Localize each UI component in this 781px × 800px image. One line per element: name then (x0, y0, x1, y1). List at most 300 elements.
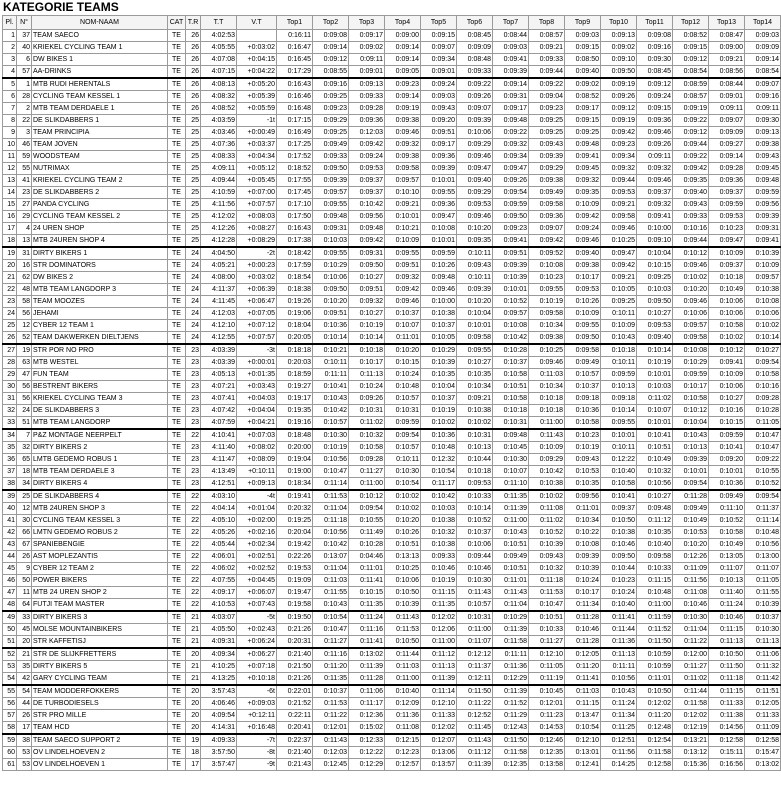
cell-number: 4 (17, 223, 32, 235)
cell-top3: 0:10:18 (349, 344, 385, 357)
cell-top12: 0:13:21 (673, 734, 709, 747)
cell-category: TE (168, 478, 186, 491)
cell-gap: +0:07:18 (237, 661, 277, 673)
cell-top2: 0:10:21 (313, 344, 349, 357)
cell-top4: 0:09:19 (385, 103, 421, 115)
cell-top8: 0:10:51 (529, 611, 565, 624)
cell-top6: 0:11:00 (457, 624, 493, 636)
cell-name: CYBER 12 TEAM 1 (32, 320, 168, 332)
cell-number: 44 (17, 698, 32, 710)
cell-total-time: 4:09:33 (201, 734, 237, 747)
cell-number: 48 (17, 284, 32, 296)
cell-category: TE (168, 308, 186, 320)
cell-top10: 0:09:13 (601, 30, 637, 42)
cell-top4: 0:09:42 (385, 284, 421, 296)
cell-top3: 0:09:24 (349, 151, 385, 163)
cell-top9: 0:11:20 (565, 661, 601, 673)
cell-top11: 0:10:50 (637, 685, 673, 698)
cell-top12: 0:08:59 (673, 78, 709, 91)
cell-number: 23 (17, 187, 32, 199)
cell-top1: 0:18:42 (277, 247, 313, 260)
cell-top13: 0:10:18 (709, 272, 745, 284)
cell-gap: +0:07:12 (237, 320, 277, 332)
cell-top11: 0:09:58 (637, 551, 673, 563)
cell-top9: 0:11:41 (565, 673, 601, 686)
cell-top11: 0:09:50 (637, 296, 673, 308)
cell-top10: 0:10:24 (601, 587, 637, 599)
cell-top8: 0:08:57 (529, 30, 565, 42)
cell-top1: 0:20:32 (277, 503, 313, 515)
cell-laps: 26 (186, 42, 201, 54)
cell-gap: -6t (237, 685, 277, 698)
cell-laps: 22 (186, 563, 201, 575)
cell-top12: 0:09:46 (673, 296, 709, 308)
cell-category: TE (168, 235, 186, 248)
cell-top5: 0:09:01 (421, 66, 457, 79)
cell-top11: 0:09:32 (637, 163, 673, 175)
cell-top13: 0:09:01 (709, 91, 745, 103)
cell-top6: 0:10:46 (457, 563, 493, 575)
cell-laps: 20 (186, 685, 201, 698)
cell-top2: 0:09:49 (313, 139, 349, 151)
cell-name: LMTB GEDEMO ROBUS 1 (32, 454, 168, 466)
cell-category: TE (168, 272, 186, 284)
cell-top13: 0:09:07 (709, 115, 745, 127)
cell-gap: -1t (237, 115, 277, 127)
cell-top6: 0:09:40 (457, 175, 493, 187)
cell-top10: 0:09:19 (601, 115, 637, 127)
cell-top6: 0:09:46 (457, 211, 493, 223)
cell-number: 56 (17, 381, 32, 393)
cell-top10: 0:09:46 (601, 223, 637, 235)
table-row (3, 187, 781, 199)
cell-top2: 0:10:19 (313, 442, 349, 454)
cell-name: MTB 24 UREN SHOP 2 (32, 587, 168, 599)
cell-top6: 0:11:45 (457, 722, 493, 735)
cell-top7: 0:09:39 (493, 260, 529, 272)
cell-category: TE (168, 734, 186, 747)
column-header-top6: Top6 (457, 16, 493, 30)
cell-top8: 0:10:42 (529, 466, 565, 478)
cell-number: 24 (17, 405, 32, 417)
cell-name: OV LINDELHOEVEN 2 (32, 747, 168, 759)
cell-gap: +0:00:23 (237, 260, 277, 272)
cell-category: TE (168, 673, 186, 686)
cell-top13: 0:11:07 (709, 563, 745, 575)
cell-total-time: 4:07:41 (201, 393, 237, 405)
cell-top1: 0:21:50 (277, 661, 313, 673)
cell-top2: 0:11:18 (313, 515, 349, 527)
table-row (3, 78, 781, 91)
cell-top11: 0:11:58 (637, 747, 673, 759)
cell-top10: 0:10:46 (601, 539, 637, 551)
cell-top11: 0:11:50 (637, 636, 673, 649)
cell-top10: 0:10:56 (601, 673, 637, 686)
table-row (3, 503, 781, 515)
cell-gap: +0:07:43 (237, 599, 277, 612)
cell-top2: 0:11:11 (313, 369, 349, 381)
cell-top4: 0:09:57 (385, 175, 421, 187)
cell-top3: 0:11:06 (349, 685, 385, 698)
cell-top11: 0:11:00 (637, 599, 673, 612)
cell-top9: 0:11:01 (565, 503, 601, 515)
cell-top1: 0:19:04 (277, 454, 313, 466)
cell-number: 28 (17, 91, 32, 103)
cell-top14: 0:10:38 (745, 284, 781, 296)
cell-top14: 0:09:22 (745, 454, 781, 466)
cell-gap: +0:06:24 (237, 636, 277, 649)
cell-top9: 0:10:37 (565, 381, 601, 393)
cell-top8: 0:09:21 (529, 42, 565, 54)
cell-top1: 0:19:27 (277, 381, 313, 393)
cell-top8: 0:09:43 (529, 139, 565, 151)
cell-top13: 0:12:58 (709, 734, 745, 747)
cell-top1: 0:17:50 (277, 211, 313, 223)
cell-top3: 0:11:17 (349, 698, 385, 710)
cell-laps: 26 (186, 78, 201, 91)
cell-top6: 0:10:14 (457, 503, 493, 515)
cell-top2: 0:09:50 (313, 284, 349, 296)
cell-top3: 0:10:28 (349, 539, 385, 551)
cell-top3: 0:11:02 (349, 417, 385, 430)
cell-category: TE (168, 515, 186, 527)
cell-top13: 0:11:24 (709, 599, 745, 612)
table-row (3, 611, 781, 624)
cell-top6: 0:09:29 (457, 187, 493, 199)
cell-total-time: 4:04:14 (201, 503, 237, 515)
cell-top6: 0:10:06 (457, 539, 493, 551)
cell-top11: 0:10:00 (637, 223, 673, 235)
cell-top7: 0:11:36 (493, 661, 529, 673)
cell-laps: 17 (186, 759, 201, 771)
cell-top2: 0:10:42 (313, 405, 349, 417)
table-row (3, 30, 781, 42)
cell-top8: 0:12:01 (529, 698, 565, 710)
cell-top13: 0:10:27 (709, 393, 745, 405)
cell-laps: 25 (186, 115, 201, 127)
cell-top7: 0:10:01 (493, 284, 529, 296)
cell-name: CYCLING TEAM KESSEL 2 (32, 211, 168, 223)
cell-top2: 0:09:16 (313, 78, 349, 91)
cell-number: 13 (17, 235, 32, 248)
cell-top6: 0:11:39 (457, 759, 493, 771)
cell-laps: 23 (186, 393, 201, 405)
cell-top4: 0:10:50 (385, 587, 421, 599)
cell-top13: 0:10:12 (709, 344, 745, 357)
cell-place: 31 (3, 393, 17, 405)
cell-top2: 0:09:23 (313, 103, 349, 115)
cell-top13: 0:10:02 (709, 332, 745, 345)
cell-top3: 0:09:33 (349, 91, 385, 103)
cell-number: 29 (17, 211, 32, 223)
cell-laps: 26 (186, 91, 201, 103)
cell-category: TE (168, 320, 186, 332)
cell-top3: 0:09:28 (349, 454, 385, 466)
cell-top3: 0:12:29 (349, 759, 385, 771)
cell-top1: 0:18:59 (277, 369, 313, 381)
cell-top13: 0:09:11 (709, 103, 745, 115)
cell-number: 3 (17, 127, 32, 139)
cell-top4: 0:09:05 (385, 66, 421, 79)
cell-laps: 22 (186, 429, 201, 442)
table-row (3, 369, 781, 381)
cell-top4: 0:12:23 (385, 747, 421, 759)
cell-gap: +0:10:18 (237, 673, 277, 686)
cell-name: PANDA CYCLING (32, 199, 168, 211)
cell-top3: 0:11:24 (349, 611, 385, 624)
cell-top6: 0:10:27 (457, 357, 493, 369)
cell-top11: 0:09:53 (637, 320, 673, 332)
cell-top1: 0:21:26 (277, 673, 313, 686)
cell-top6: 0:09:22 (457, 78, 493, 91)
cell-top11: 0:08:45 (637, 66, 673, 79)
cell-top12: 0:11:09 (673, 563, 709, 575)
cell-top5: 0:11:39 (421, 673, 457, 686)
cell-top12: 0:10:04 (673, 417, 709, 430)
cell-number: 7 (17, 429, 32, 442)
cell-top5: 0:09:33 (421, 551, 457, 563)
cell-top14: 0:09:14 (745, 54, 781, 66)
cell-top8: 0:09:25 (529, 115, 565, 127)
cell-top14: 0:09:45 (745, 163, 781, 175)
cell-top2: 0:10:41 (313, 381, 349, 393)
cell-top1: 0:19:42 (277, 539, 313, 551)
cell-laps: 23 (186, 417, 201, 430)
cell-laps: 22 (186, 599, 201, 612)
cell-top1: 0:16:47 (277, 42, 313, 54)
cell-top2: 0:11:53 (313, 490, 349, 503)
cell-top9: 0:11:34 (565, 599, 601, 612)
cell-top6: 0:10:35 (457, 369, 493, 381)
cell-top7: 0:11:43 (493, 587, 529, 599)
cell-name: MTB 24UREN SHOP 4 (32, 235, 168, 248)
cell-top11: 0:09:25 (637, 272, 673, 284)
cell-top7: 0:09:59 (493, 199, 529, 211)
cell-top10: 0:10:23 (601, 575, 637, 587)
cell-top11: 0:11:02 (637, 393, 673, 405)
cell-top3: 0:09:50 (349, 260, 385, 272)
cell-top12: 0:10:02 (673, 272, 709, 284)
cell-top11: 0:10:03 (637, 381, 673, 393)
table-row (3, 211, 781, 223)
column-header-top1: Top1 (277, 16, 313, 30)
cell-category: TE (168, 211, 186, 223)
cell-name: MTB WESTEL (32, 357, 168, 369)
cell-top11: 0:10:48 (637, 587, 673, 599)
cell-top13: 0:10:58 (709, 527, 745, 539)
cell-top6: 0:09:33 (457, 66, 493, 79)
cell-top8: 0:10:33 (529, 624, 565, 636)
cell-number: 63 (17, 357, 32, 369)
cell-top12: 0:09:42 (673, 163, 709, 175)
cell-top7: 0:11:52 (493, 698, 529, 710)
cell-top2: 0:10:47 (313, 624, 349, 636)
cell-category: TE (168, 405, 186, 417)
cell-top4: 0:11:03 (385, 661, 421, 673)
cell-number: 26 (17, 551, 32, 563)
cell-top12: 0:08:54 (673, 66, 709, 79)
cell-number: 17 (17, 722, 32, 735)
cell-name: DE TURBODIESELS (32, 698, 168, 710)
cell-top9: 0:10:57 (565, 369, 601, 381)
cell-top14: 0:10:30 (745, 624, 781, 636)
cell-number: 66 (17, 527, 32, 539)
cell-top8: 0:09:46 (529, 357, 565, 369)
column-header-top11: Top11 (637, 16, 673, 30)
cell-top10: 0:09:34 (601, 151, 637, 163)
cell-top8: 0:10:19 (529, 296, 565, 308)
cell-top12: 0:09:49 (673, 503, 709, 515)
cell-top11: 0:09:08 (637, 30, 673, 42)
cell-top8: 0:09:43 (529, 551, 565, 563)
cell-name: TEAM MODDERFOKKERS (32, 685, 168, 698)
column-header-total-time: T.T (201, 16, 237, 30)
cell-top13: 0:08:44 (709, 78, 745, 91)
cell-total-time: 4:07:55 (201, 575, 237, 587)
cell-top3: 0:11:13 (349, 369, 385, 381)
cell-top9: 0:09:39 (565, 551, 601, 563)
cell-category: TE (168, 151, 186, 163)
cell-top5: 0:10:19 (421, 405, 457, 417)
cell-gap: +0:04:34 (237, 151, 277, 163)
cell-top10: 0:11:11 (601, 661, 637, 673)
cell-top10: 0:11:34 (601, 710, 637, 722)
cell-top14: 0:10:47 (745, 442, 781, 454)
cell-total-time: 4:12:03 (201, 308, 237, 320)
cell-top7: 0:10:37 (493, 357, 529, 369)
cell-top2: 0:09:57 (313, 187, 349, 199)
cell-top6: 0:09:26 (457, 91, 493, 103)
table-row (3, 296, 781, 308)
cell-top2: 0:11:27 (313, 636, 349, 649)
table-row (3, 151, 781, 163)
cell-top5: 0:10:19 (421, 575, 457, 587)
cell-category: TE (168, 393, 186, 405)
cell-total-time: 4:04:50 (201, 247, 237, 260)
cell-top8: 0:09:44 (529, 66, 565, 79)
cell-gap: +0:06:07 (237, 587, 277, 599)
cell-top8: 0:11:00 (529, 417, 565, 430)
cell-top3: 0:09:56 (349, 211, 385, 223)
cell-top5: 0:09:43 (421, 103, 457, 115)
cell-top3: 0:09:17 (349, 30, 385, 42)
cell-top9: 0:10:24 (565, 575, 601, 587)
cell-name: GARY CYCLING TEAM (32, 673, 168, 686)
cell-top4: 0:10:48 (385, 381, 421, 393)
cell-top9: 0:09:25 (565, 127, 601, 139)
cell-top12: 0:09:44 (673, 235, 709, 248)
cell-gap: -2t (237, 247, 277, 260)
cell-top6: 0:09:53 (457, 478, 493, 491)
cell-number: 16 (17, 260, 32, 272)
cell-top9: 0:11:28 (565, 611, 601, 624)
cell-top5: 0:10:02 (421, 417, 457, 430)
cell-category: TE (168, 685, 186, 698)
cell-total-time: 4:08:32 (201, 91, 237, 103)
cell-top14: 0:11:14 (745, 515, 781, 527)
cell-top8: 0:13:58 (529, 759, 565, 771)
cell-total-time: 4:03:10 (201, 490, 237, 503)
cell-top10: 0:10:05 (601, 284, 637, 296)
cell-top5: 0:13:57 (421, 759, 457, 771)
cell-place: 4 (3, 66, 17, 79)
cell-top10: 0:09:44 (601, 175, 637, 187)
cell-gap: +0:05:12 (237, 163, 277, 175)
table-row (3, 223, 781, 235)
cell-place: 30 (3, 381, 17, 393)
cell-top2: 0:10:29 (313, 260, 349, 272)
cell-top10: 0:10:18 (601, 344, 637, 357)
cell-top10: 0:09:32 (601, 163, 637, 175)
cell-top3: 0:10:24 (349, 381, 385, 393)
cell-top4: 0:11:53 (385, 624, 421, 636)
cell-number: 25 (17, 490, 32, 503)
cell-top12: 0:09:59 (673, 369, 709, 381)
cell-place: 17 (3, 223, 17, 235)
cell-top1: 0:17:52 (277, 151, 313, 163)
cell-top4: 0:09:58 (385, 163, 421, 175)
cell-top6: 0:09:43 (457, 260, 493, 272)
cell-top13: 0:10:23 (709, 223, 745, 235)
cell-top5: 0:10:54 (421, 466, 457, 478)
cell-top2: 0:11:04 (313, 503, 349, 515)
cell-top5: 0:09:39 (421, 163, 457, 175)
table-row (3, 405, 781, 417)
cell-top9: 0:09:50 (565, 332, 601, 345)
cell-gap: +0:04:15 (237, 54, 277, 66)
cell-top9: 0:13:47 (565, 710, 601, 722)
cell-place: 47 (3, 587, 17, 599)
cell-top8: 0:10:08 (529, 260, 565, 272)
table-row (3, 247, 781, 260)
cell-top10: 0:11:56 (601, 747, 637, 759)
cell-top8: 0:09:36 (529, 211, 565, 223)
cell-total-time: 4:05:26 (201, 527, 237, 539)
cell-top10: 0:09:25 (601, 296, 637, 308)
cell-top11: 0:10:07 (637, 405, 673, 417)
cell-top2: 0:10:06 (313, 272, 349, 284)
cell-total-time: 4:03:46 (201, 127, 237, 139)
column-header-number: N° (17, 16, 32, 30)
cell-category: TE (168, 454, 186, 466)
cell-number: 58 (17, 296, 32, 308)
cell-top13: 0:10:06 (709, 308, 745, 320)
cell-name: SPANIEBENGIE (32, 539, 168, 551)
cell-top8: 0:09:22 (529, 78, 565, 91)
cell-top8: 0:10:45 (529, 685, 565, 698)
cell-top8: 0:10:18 (529, 393, 565, 405)
cell-top14: 0:09:16 (745, 91, 781, 103)
cell-top13: 0:10:49 (709, 539, 745, 551)
cell-name: TEAM SAECO SUPPORT 2 (32, 734, 168, 747)
cell-top5: 0:09:48 (421, 272, 457, 284)
cell-top1: 0:18:04 (277, 320, 313, 332)
cell-top1: 0:17:38 (277, 235, 313, 248)
cell-top9: 0:09:35 (565, 187, 601, 199)
cell-top14: 0:09:30 (745, 115, 781, 127)
cell-category: TE (168, 127, 186, 139)
table-row (3, 551, 781, 563)
cell-top4: 0:10:15 (385, 357, 421, 369)
cell-top1: 0:16:45 (277, 54, 313, 66)
cell-name: DW BIKES 1 (32, 54, 168, 66)
cell-gap: -4t (237, 490, 277, 503)
cell-top4: 0:11:00 (385, 673, 421, 686)
cell-top8: 0:11:53 (529, 587, 565, 599)
cell-total-time: 4:07:15 (201, 66, 237, 79)
cell-laps: 21 (186, 624, 201, 636)
cell-top12: 0:10:12 (673, 247, 709, 260)
